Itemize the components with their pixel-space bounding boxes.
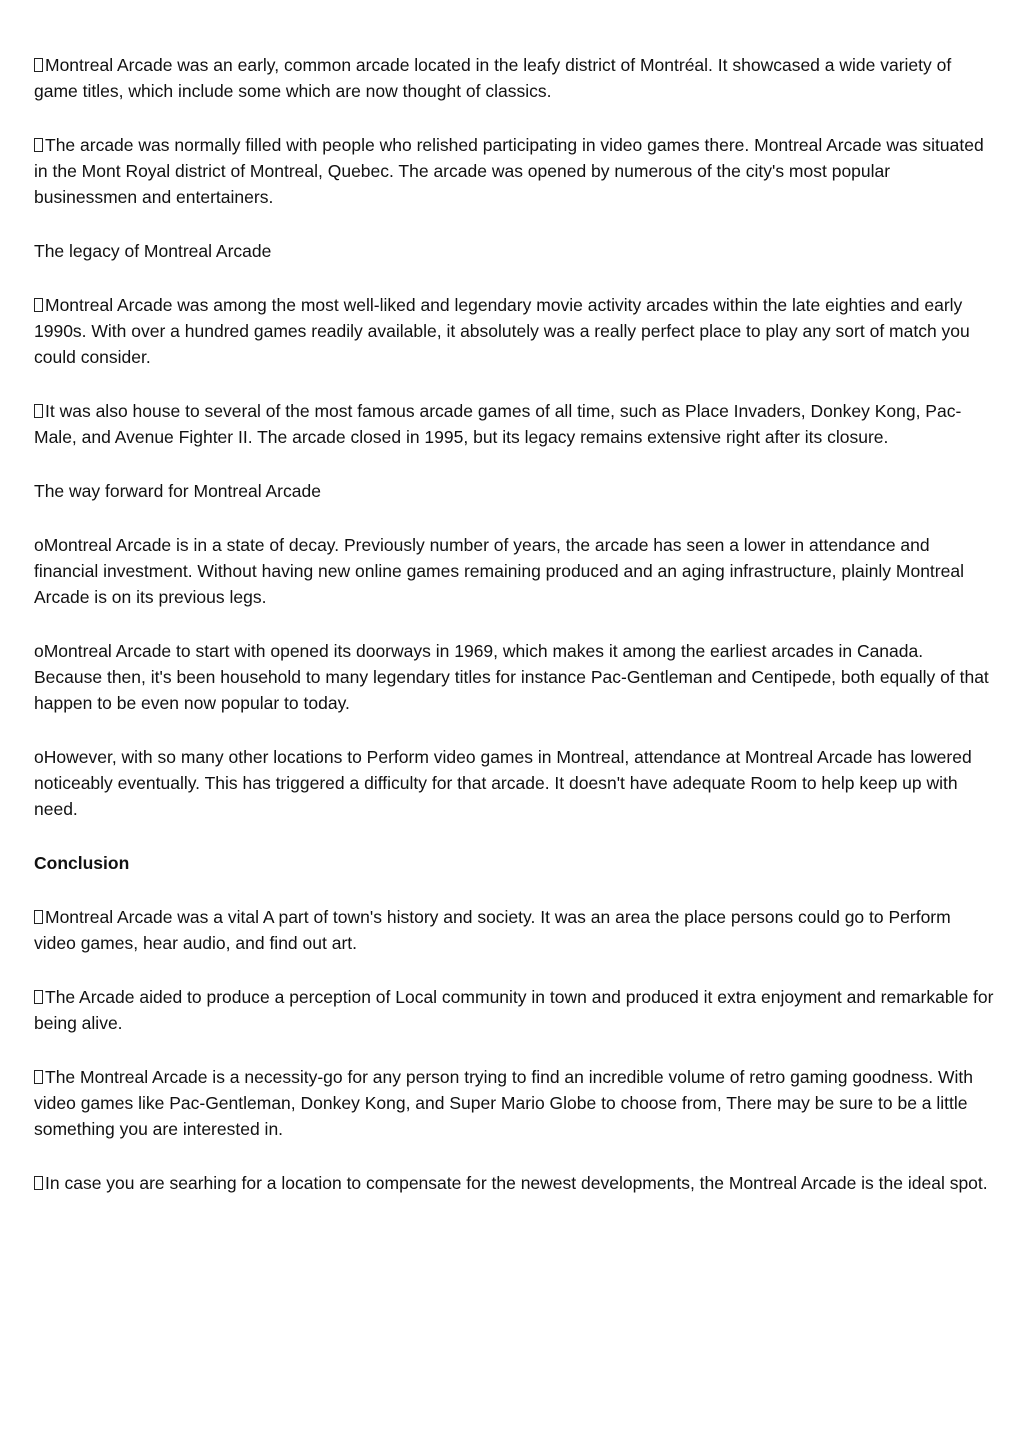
bullet-marker: o [34, 535, 44, 555]
paragraph: The Montreal Arcade is a necessity-go for any person trying to find an incredible volume of retro gaming goodness. With video games like Pac-Gentleman, Donkey Kong, and Super Mario Globe to choose from, There may be sure to be a little something you are interested in. [34, 1067, 973, 1139]
missing-glyph-icon [34, 910, 43, 924]
missing-glyph-icon [34, 404, 43, 418]
missing-glyph-icon [34, 58, 43, 72]
document-body [34, 52, 994, 1224]
bullet-marker: o [34, 747, 44, 767]
paragraph: Montreal Arcade was a vital A part of town's history and society. It was an area the place persons could go to Perform video games, hear audio, and find out art. [34, 907, 951, 953]
missing-glyph-icon [34, 1176, 43, 1190]
paragraph: oHowever, with so many other locations to Perform video games in Montreal, attendance at Montreal Arcade has lowered noticeably eventually. This has triggered a difficulty for that arcade. It doesn't have adequate Room to help keep up with need. [34, 747, 972, 819]
missing-glyph-icon [34, 990, 43, 1004]
paragraph: The arcade was normally filled with people who relished participating in video games there. Montreal Arcade was situated in the Mont Royal district of Montreal, Quebec. The arcade was opened by numerous of the city's most popular businessmen and entertainers. [34, 135, 984, 207]
paragraph: Montreal Arcade was an early, common arcade located in the leafy district of Montréal. It showcased a wide variety of game titles, which include some which are now thought of classics. [34, 55, 952, 101]
missing-glyph-icon [34, 138, 43, 152]
paragraph: It was also house to several of the most famous arcade games of all time, such as Place Invaders, Donkey Kong, Pac-Male, and Avenue Fighter II. The arcade closed in 1995, but its legacy remains extensive right after its closure. [34, 401, 962, 447]
section-heading: The way forward for Montreal Arcade [34, 481, 321, 501]
missing-glyph-icon [34, 1070, 43, 1084]
paragraph: oMontreal Arcade is in a state of decay. Previously number of years, the arcade has seen a lower in attendance and financial investment. Without having new online games remaining produced and an aging infrastructure, plainly Montreal Arcade is on its previous legs. [34, 535, 964, 607]
paragraph: In case you are searhing for a location to compensate for the newest developments, the Montreal Arcade is the ideal spot. [34, 1170, 994, 1196]
conclusion-heading: Conclusion [34, 853, 130, 873]
missing-glyph-icon [34, 298, 43, 312]
section-heading: The legacy of Montreal Arcade [34, 241, 272, 261]
paragraph: Montreal Arcade was among the most well-liked and legendary movie activity arcades within the late eighties and early 1990s. With over a hundred games readily available, it absolutely was a really perfect place to play any sort of match you could consider. [34, 295, 970, 367]
bullet-marker: o [34, 641, 44, 661]
paragraph: oMontreal Arcade to start with opened its doorways in 1969, which makes it among the earliest arcades in Canada. Because then, it's been household to many legendary titles for instance Pac-Gentleman and Centipede, both equally of that happen to be even now popular to today. [34, 641, 989, 713]
paragraph: The Arcade aided to produce a perception of Local community in town and produced it extra enjoyment and remarkable for being alive. [34, 987, 994, 1033]
